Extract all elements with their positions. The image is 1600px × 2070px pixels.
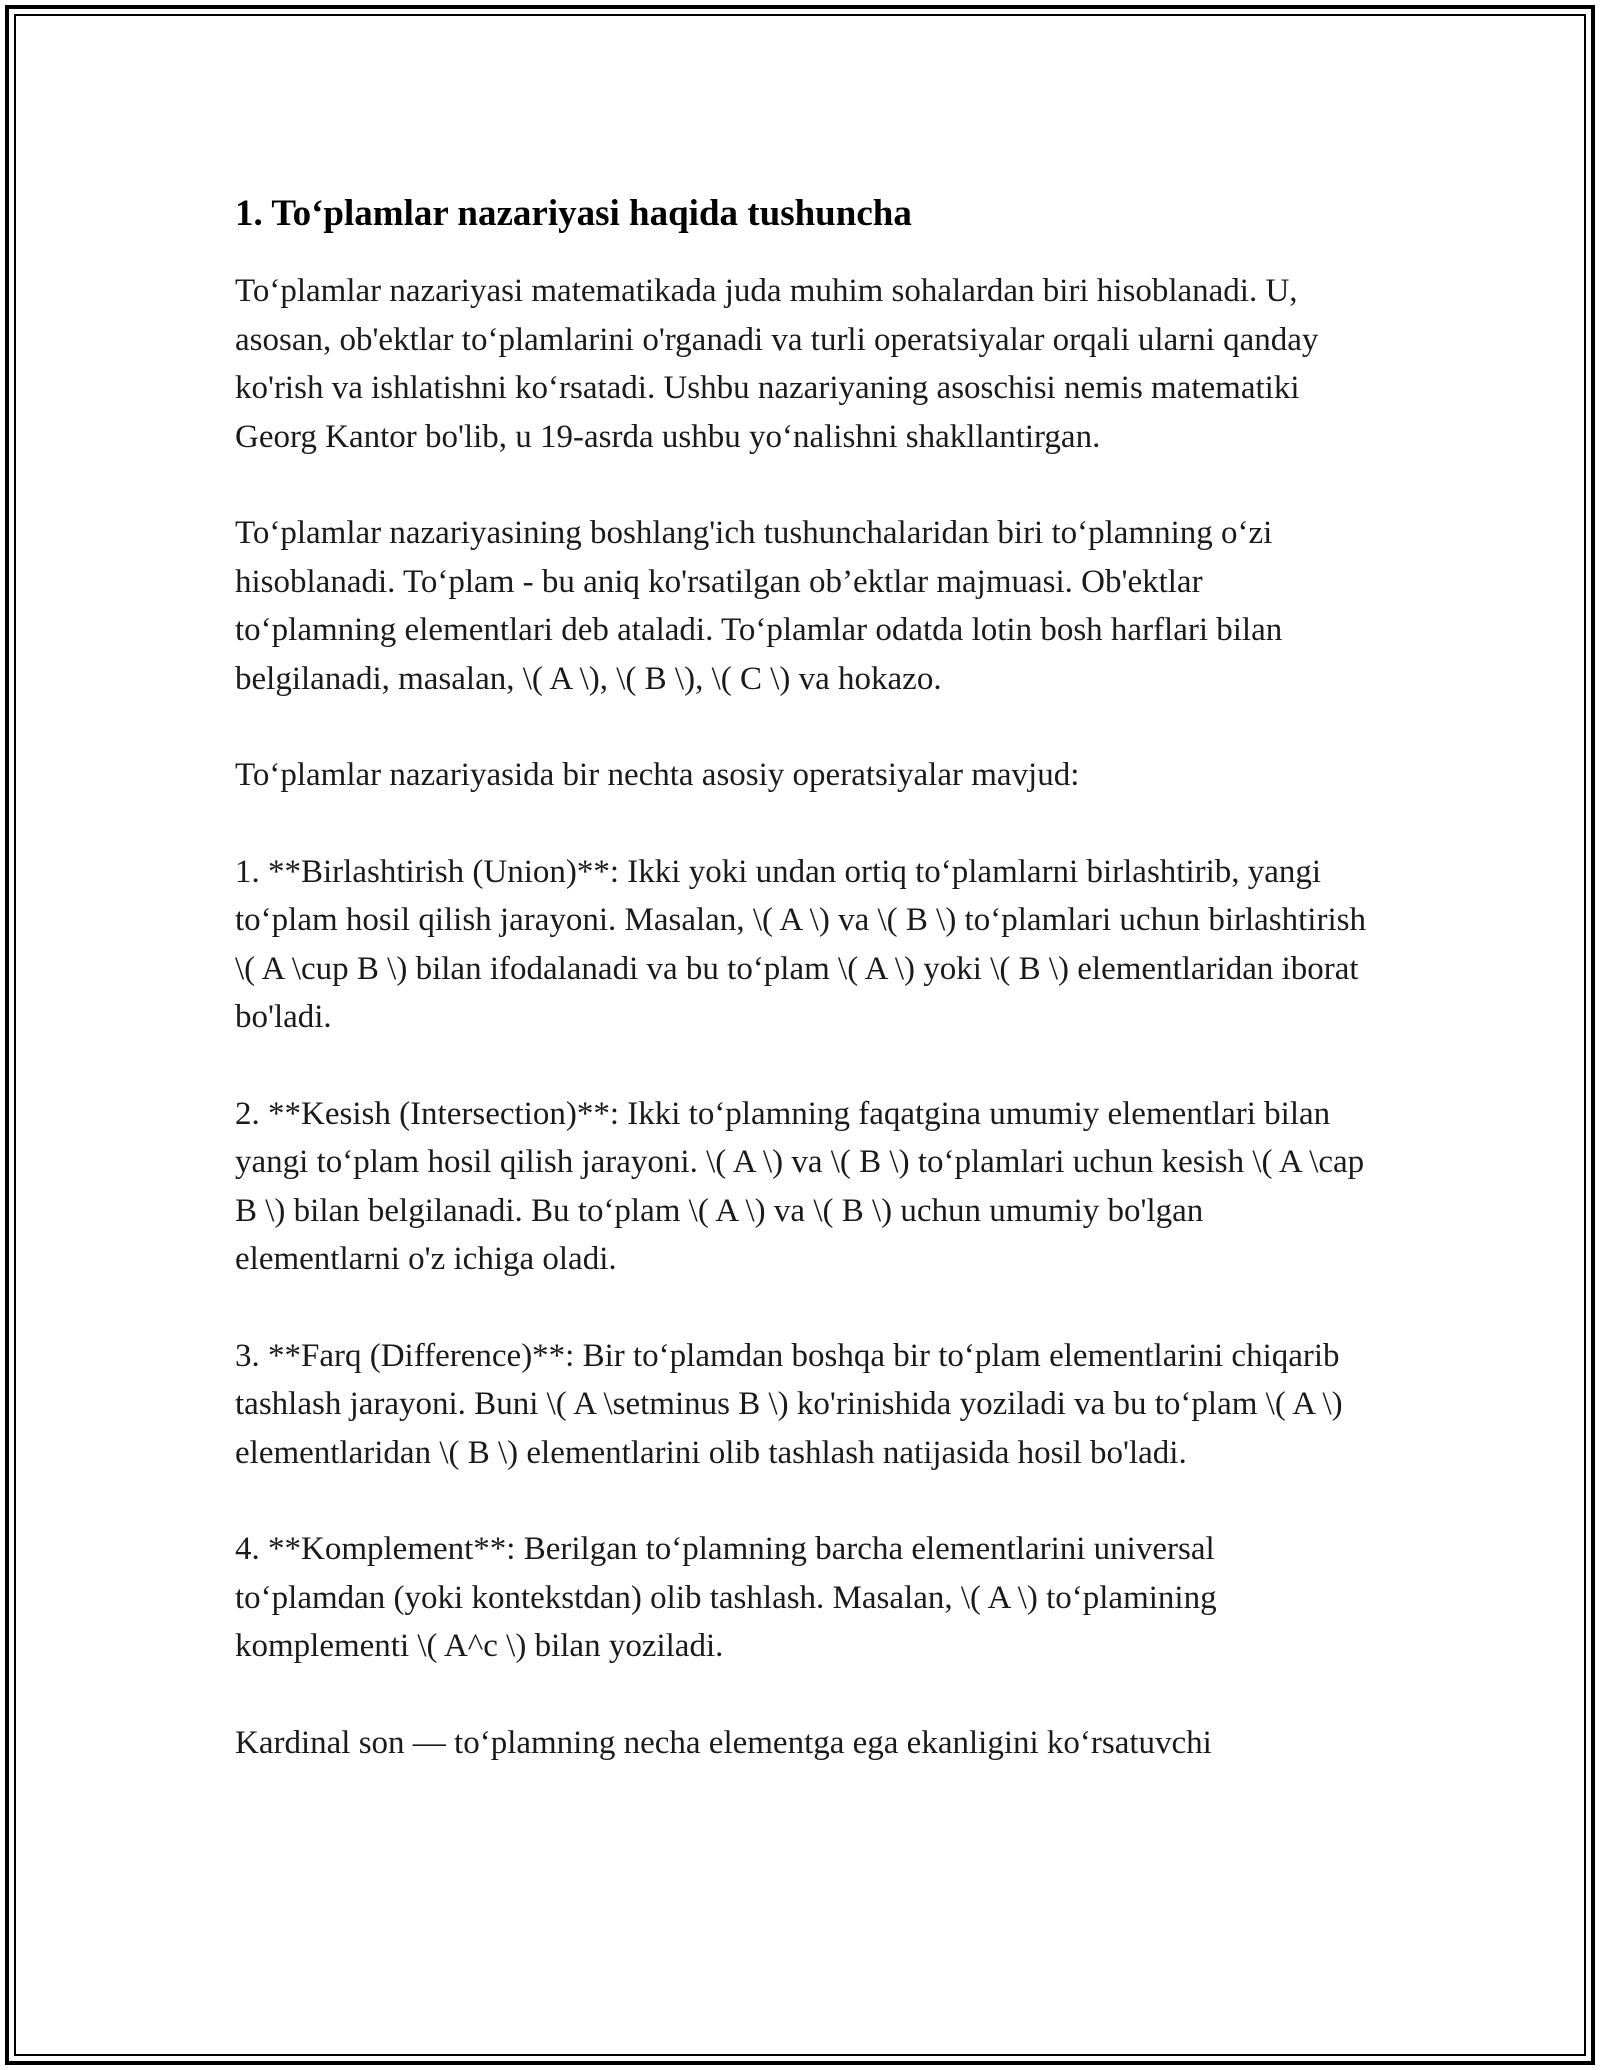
paragraph-operations-intro: To‘plamlar nazariyasida bir nechta asosiy operatsiyalar mavjud: bbox=[235, 757, 1080, 793]
section-heading: 1. To‘plamlar nazariyasi haqida tushuncha bbox=[235, 193, 912, 234]
document-body bbox=[235, 185, 1370, 1815]
paragraph-complement: 4. **Komplement**: Berilgan to‘plamning barcha elementlarini universal to‘plamdan (yoki kontekstdan) olib tashlash. Masalan, \( A \) to‘plamining komplementi \( A^c \) bilan yoziladi. bbox=[235, 1531, 1217, 1664]
paragraph-intersection: 2. **Kesish (Intersection)**: Ikki to‘plamning faqatgina umumiy elementlari bilan yangi to‘plam hosil qilish jarayoni. \( A \) va \( B \) to‘plamlari uchun kesish \( A \cap B \) bilan belgilanadi. Bu to‘plam \( A \) va \( B \) uchun umumiy bo'lgan elementlarni o'z ichiga oladi. bbox=[235, 1095, 1365, 1277]
paragraph-cardinal-number: Kardinal son — to‘plamning necha elementga ega ekanligini ko‘rsatuvchi bbox=[235, 1724, 1212, 1761]
paragraph-set-definition: To‘plamlar nazariyasining boshlang'ich tushunchalaridan biri to‘plamning o‘zi hisoblanadi. To‘plam - bu aniq ko'rsatilgan ob’ektlar majmuasi. Ob'ektlar to‘plamning elementlari deb ataladi. To‘plamlar odatda lotin bosh harflari bilan belgilanadi, masalan, \( A \), \( B \), \( C \) va hokazo. bbox=[235, 515, 1283, 697]
paragraph-intro: To‘plamlar nazariyasi matematikada juda muhim sohalardan biri hisoblanadi. U, asosan, ob'ektlar to‘plamlarini o'rganadi va turli operatsiyalar orqali ularni qanday ko'rish va ishlatishni ko‘rsatadi. Ushbu nazariyaning asoschisi nemis matematiki Georg Kantor bo'lib, u 19-asrda ushbu yo‘nalishni shakllantirgan. bbox=[235, 273, 1319, 455]
paragraph-difference: 3. **Farq (Difference)**: Bir to‘plamdan boshqa bir to‘plam elementlarini chiqarib tashlash jarayoni. Buni \( A \setminus B \) ko'rinishida yoziladi va bu to‘plam \( A \) elementlaridan \( B \) elementlarini olib tashlash natijasida hosil bo'ladi. bbox=[235, 1337, 1343, 1471]
paragraph-union: 1. **Birlashtirish (Union)**: Ikki yoki undan ortiq to‘plamlarni birlashtirib, yangi to‘plam hosil qilish jarayoni. Masalan, \( A \) va \( B \) to‘plamlari uchun birlashtirish \( A \cup B \) bilan ifodalanadi va bu to‘plam \( A \) yoki \( B \) elementlaridan iborat bo'ladi. bbox=[235, 853, 1366, 1035]
